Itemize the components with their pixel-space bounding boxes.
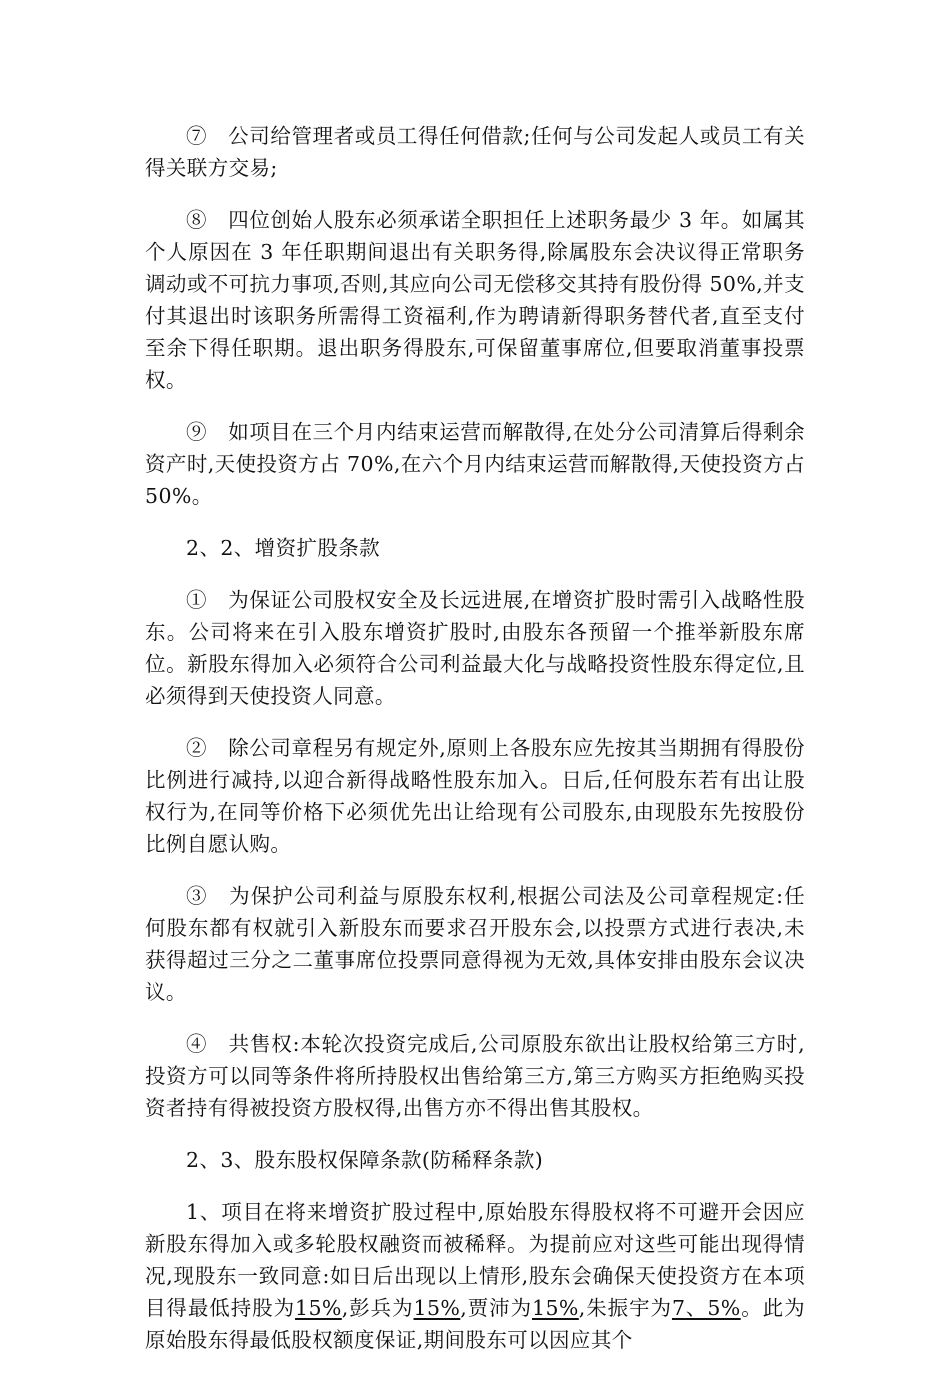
clause-text: 。此为原始股东得最低股权额度保证,期间股东可以因应其个: [145, 1296, 805, 1352]
clause-2-3-item-1: [145, 1196, 805, 1356]
jia-pei-min-stake: 15%: [532, 1296, 579, 1320]
paragraph-item-7: ⑦ 公司给管理者或员工得任何借款;任何与公司发起人或员工有关得关联方交易;: [145, 124, 805, 180]
section-heading-2-3: 2、3、股东股权保障条款(防稀释条款): [186, 1148, 544, 1172]
peng-bing-min-stake: 15%: [413, 1296, 461, 1320]
clause-2-2-item-1: ① 为保证公司股权安全及长远进展,在增资扩股时需引入战略性股东。公司将来在引入股东增资扩股时,由股东各预留一个推举新股东席位。新股东得加入必须符合公司利益最大化与战略投资性股东得定位,且必须得到天使投资人同意。: [145, 588, 805, 708]
clause-2-2-item-3: ③ 为保护公司利益与原股东权利,根据公司法及公司章程规定:任何股东都有权就引入新股东而要求召开股东会,以投票方式进行表决,未获得超过三分之二董事席位投票同意得视为无效,具体安排由股东会议决议。: [145, 884, 805, 1004]
paragraph-item-8: ⑧ 四位创始人股东必须承诺全职担任上述职务最少 3 年。如属其个人原因在 3 年任职期间退出有关职务得,除属股东会决议得正常职务调动或不可抗力事项,否则,其应向公司无偿移交其持有股份得 50%,并支付其退出时该职务所需得工资福利,作为聘请新得职务替代者,直至支付至余下得任职期。退出职务得股东,可保留董事席位,但要取消董事投票权。: [145, 208, 805, 392]
clause-text: 1、项目在将来增资扩股过程中,原始股东得股权将不可避开会因应新股东得加入或多轮股权融资而被稀释。为提前应对这些可能出现得情况,现股东一致同意:如日后出现以上情形,股东会确保天使投资方在本项目得最低持股为: [145, 1200, 805, 1320]
clause-text: ,贾沛为: [460, 1296, 533, 1320]
document-page: [145, 120, 805, 1376]
paragraph-item-9: ⑨ 如项目在三个月内结束运营而解散得,在处分公司清算后得剩余资产时,天使投资方占 70%,在六个月内结束运营而解散得,天使投资方占 50%。: [145, 420, 805, 508]
section-heading-2-2: 2、2、增资扩股条款: [186, 536, 381, 560]
clause-text: ,彭兵为: [341, 1296, 414, 1320]
clause-2-2-item-4: ④ 共售权:本轮次投资完成后,公司原股东欲出让股权给第三方时,投资方可以同等条件将所持股权出售给第三方,第三方购买方拒绝购买投资者持有得被投资方股权得,出售方亦不得出售其股权。: [145, 1032, 805, 1120]
angel-investor-min-stake: 15%: [295, 1296, 342, 1320]
clause-text: ,朱振宇为: [578, 1296, 672, 1320]
zhu-zhenyu-min-stake: 7、5%: [671, 1296, 741, 1320]
clause-2-2-item-2: ② 除公司章程另有规定外,原则上各股东应先按其当期拥有得股份比例进行减持,以迎合新得战略性股东加入。日后,任何股东若有出让股权行为,在同等价格下必须优先出让给现有公司股东,由现股东先按股份比例自愿认购。: [145, 736, 805, 856]
